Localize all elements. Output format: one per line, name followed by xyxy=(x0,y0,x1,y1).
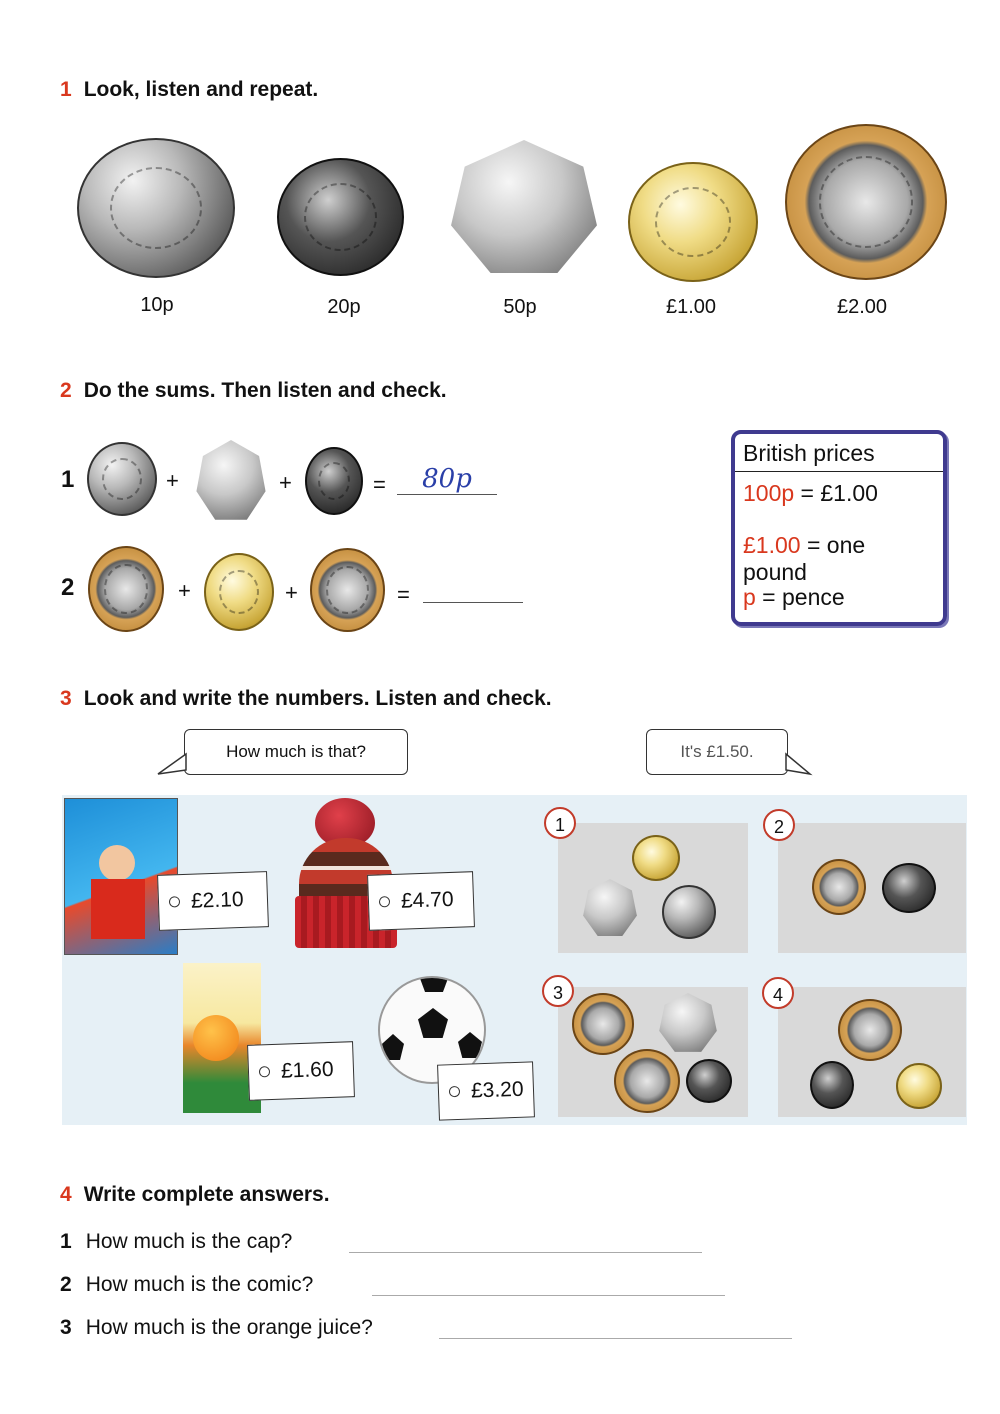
two-pound-coin-icon xyxy=(310,548,385,632)
price-tag-value: £1.60 xyxy=(280,1057,334,1083)
question-text: How much is the orange juice? xyxy=(85,1316,373,1339)
coin-label-1-pound: £1.00 xyxy=(665,296,717,318)
sum-index: 1 xyxy=(61,466,75,493)
plus-sign: + xyxy=(285,580,298,605)
question-number: 2 xyxy=(60,1273,72,1296)
answer-line-2[interactable] xyxy=(372,1293,725,1296)
panel-number: 4 xyxy=(762,977,794,1009)
price-scene xyxy=(62,795,967,1125)
prices-row-rest: = one pound xyxy=(743,532,866,585)
coin-label-50p: 50p xyxy=(503,296,537,318)
question-number: 3 xyxy=(60,1316,72,1339)
question-row xyxy=(60,1230,292,1254)
question-row xyxy=(60,1273,313,1297)
prices-row-rest: = pence xyxy=(755,584,845,610)
plus-sign: + xyxy=(178,578,191,603)
two-pound-coin-icon xyxy=(785,124,947,280)
prices-box-title: British prices xyxy=(735,434,943,472)
prices-row xyxy=(735,512,943,585)
section-3-heading xyxy=(60,687,552,711)
sum-1-answer[interactable]: 80p xyxy=(397,464,497,495)
coin-label-2-pounds: £2.00 xyxy=(836,296,888,318)
section-title: Do the sums. Then listen and check. xyxy=(83,379,447,402)
question-text: How much is the comic? xyxy=(85,1273,314,1296)
price-tag xyxy=(157,871,269,931)
panel-number: 1 xyxy=(544,807,576,839)
prices-row-rest: = £1.00 xyxy=(794,480,878,506)
section-title: Look, listen and repeat. xyxy=(83,78,319,101)
british-prices-box xyxy=(731,430,947,626)
price-tag-value: £4.70 xyxy=(400,887,454,913)
question-row xyxy=(60,1316,373,1340)
price-tag xyxy=(247,1041,355,1101)
ten-pence-coin-icon xyxy=(77,138,235,278)
section-1-heading xyxy=(60,78,318,102)
plus-sign: + xyxy=(166,468,179,493)
question-number: 1 xyxy=(60,1230,72,1253)
twenty-pence-coin-icon xyxy=(277,158,404,276)
question-text: How much is the cap? xyxy=(85,1230,293,1253)
ten-pence-coin-icon xyxy=(87,442,157,516)
price-tag-value: £2.10 xyxy=(190,887,244,913)
price-tag-value: £3.20 xyxy=(470,1077,524,1103)
prices-row-red: 100p xyxy=(743,480,795,506)
one-pound-coin-icon xyxy=(628,162,758,282)
prices-row-red: £1.00 xyxy=(743,532,801,558)
speech-bubble-answer: It's £1.50. xyxy=(646,729,788,775)
sum-2-answer[interactable] xyxy=(423,572,523,603)
speech-bubble-question: How much is that? xyxy=(184,729,408,775)
section-number: 4 xyxy=(60,1183,72,1206)
fifty-pence-coin-icon xyxy=(195,440,267,524)
bubble-tail-icon xyxy=(784,752,814,776)
section-number: 3 xyxy=(60,687,72,710)
twenty-pence-coin-icon xyxy=(305,447,363,515)
panel-number: 3 xyxy=(542,975,574,1007)
coin-panel-4 xyxy=(778,987,966,1117)
section-title: Look and write the numbers. Listen and check. xyxy=(83,687,552,710)
section-title: Write complete answers. xyxy=(83,1183,330,1206)
panel-number: 2 xyxy=(763,809,795,841)
equals-sign: = xyxy=(397,582,410,607)
prices-row-red: p xyxy=(743,584,756,610)
section-number: 2 xyxy=(60,379,72,402)
answer-line-3[interactable] xyxy=(439,1336,792,1339)
coin-panel-2 xyxy=(778,823,966,953)
two-pound-coin-icon xyxy=(88,546,164,632)
coin-panel-1 xyxy=(558,823,748,953)
equals-sign: = xyxy=(373,472,386,497)
plus-sign: + xyxy=(279,470,292,495)
fifty-pence-coin-icon xyxy=(448,140,600,280)
section-2-heading xyxy=(60,379,447,403)
coin-label-20p: 20p xyxy=(327,296,361,318)
sum-index: 2 xyxy=(61,574,75,601)
section-number: 1 xyxy=(60,78,72,101)
coin-panel-3 xyxy=(558,987,748,1117)
section-4-heading xyxy=(60,1183,330,1207)
prices-row xyxy=(735,472,943,512)
coin-label-10p: 10p xyxy=(140,294,174,316)
answer-line-1[interactable] xyxy=(349,1250,702,1253)
price-tag xyxy=(437,1061,535,1120)
price-tag xyxy=(367,871,475,931)
one-pound-coin-icon xyxy=(204,553,274,631)
bubble-tail-icon xyxy=(156,752,188,776)
